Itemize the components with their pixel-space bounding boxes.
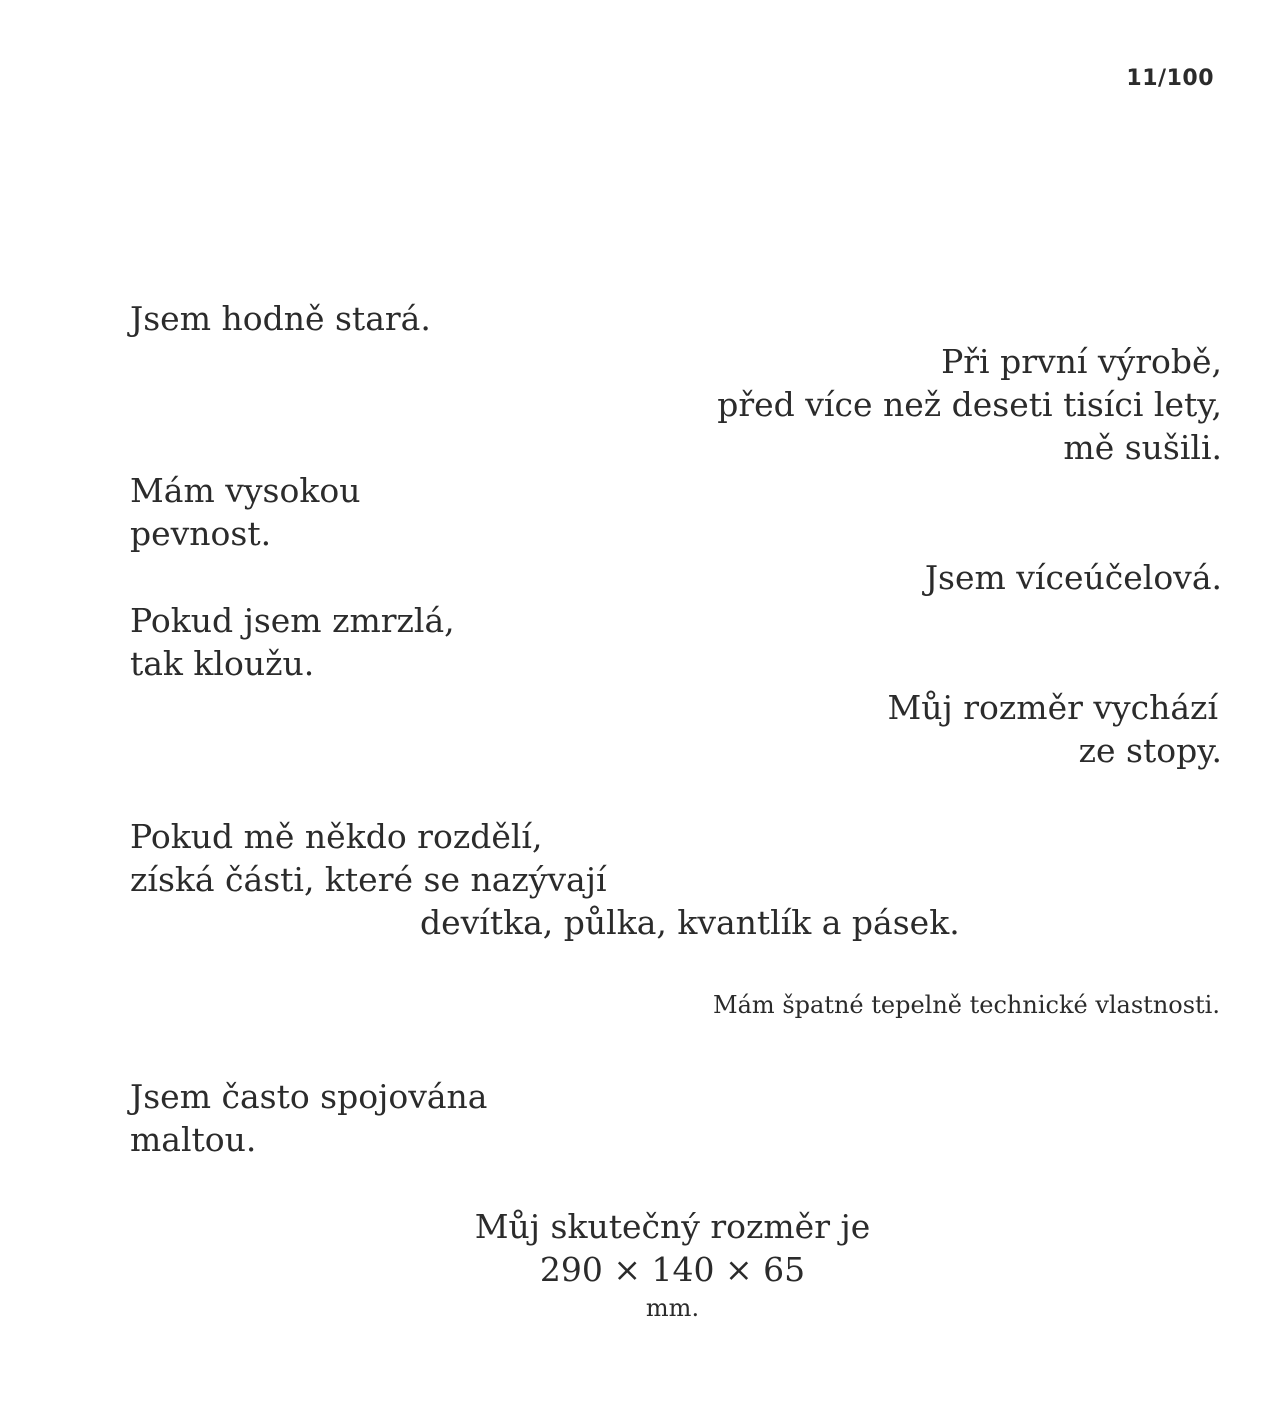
page-number: 11/100 bbox=[1126, 66, 1214, 91]
text-line: získá části, které se nazývají bbox=[130, 860, 607, 899]
text-block-strength bbox=[130, 469, 360, 555]
unit-label: mm. bbox=[645, 1294, 700, 1322]
text-line: Můj skutečný rozměr je bbox=[474, 1207, 871, 1246]
text-block-thermal bbox=[713, 990, 1220, 1020]
text-block-old bbox=[130, 297, 431, 340]
text-line: 290 × 140 × 65 bbox=[539, 1250, 806, 1289]
text-block-multipurpose bbox=[925, 556, 1222, 599]
text-line: před více než deseti tisíci lety, bbox=[717, 385, 1222, 424]
text-line: mě sušili. bbox=[1063, 428, 1222, 467]
text-block-division-parts bbox=[420, 901, 960, 944]
text-line: Jsem hodně stará. bbox=[130, 299, 431, 338]
text-block-first-production bbox=[717, 340, 1222, 469]
text-line: tak kloužu. bbox=[130, 644, 315, 683]
text-line: Mám špatné tepelně technické vlastnosti. bbox=[713, 991, 1220, 1019]
text-line: maltou. bbox=[130, 1120, 257, 1159]
text-line: devítka, půlka, kvantlík a pásek. bbox=[420, 903, 960, 942]
text-block-size-origin bbox=[887, 686, 1222, 772]
text-line: Pokud jsem zmrzlá, bbox=[130, 601, 455, 640]
text-block-mortar bbox=[130, 1075, 487, 1161]
text-block-frozen bbox=[130, 599, 455, 685]
text-block-real-size bbox=[0, 1205, 1280, 1325]
text-line: pevnost. bbox=[130, 514, 272, 553]
text-block-division bbox=[130, 815, 607, 901]
text-line: Při první výrobě, bbox=[941, 342, 1222, 381]
text-line: Můj rozměr vychází bbox=[887, 688, 1218, 727]
text-line: Pokud mě někdo rozdělí, bbox=[130, 817, 543, 856]
text-line: ze stopy. bbox=[1078, 731, 1222, 770]
text-line: Jsem často spojována bbox=[130, 1077, 488, 1116]
text-line: Mám vysokou bbox=[130, 471, 361, 510]
text-line: Jsem víceúčelová. bbox=[924, 558, 1222, 597]
